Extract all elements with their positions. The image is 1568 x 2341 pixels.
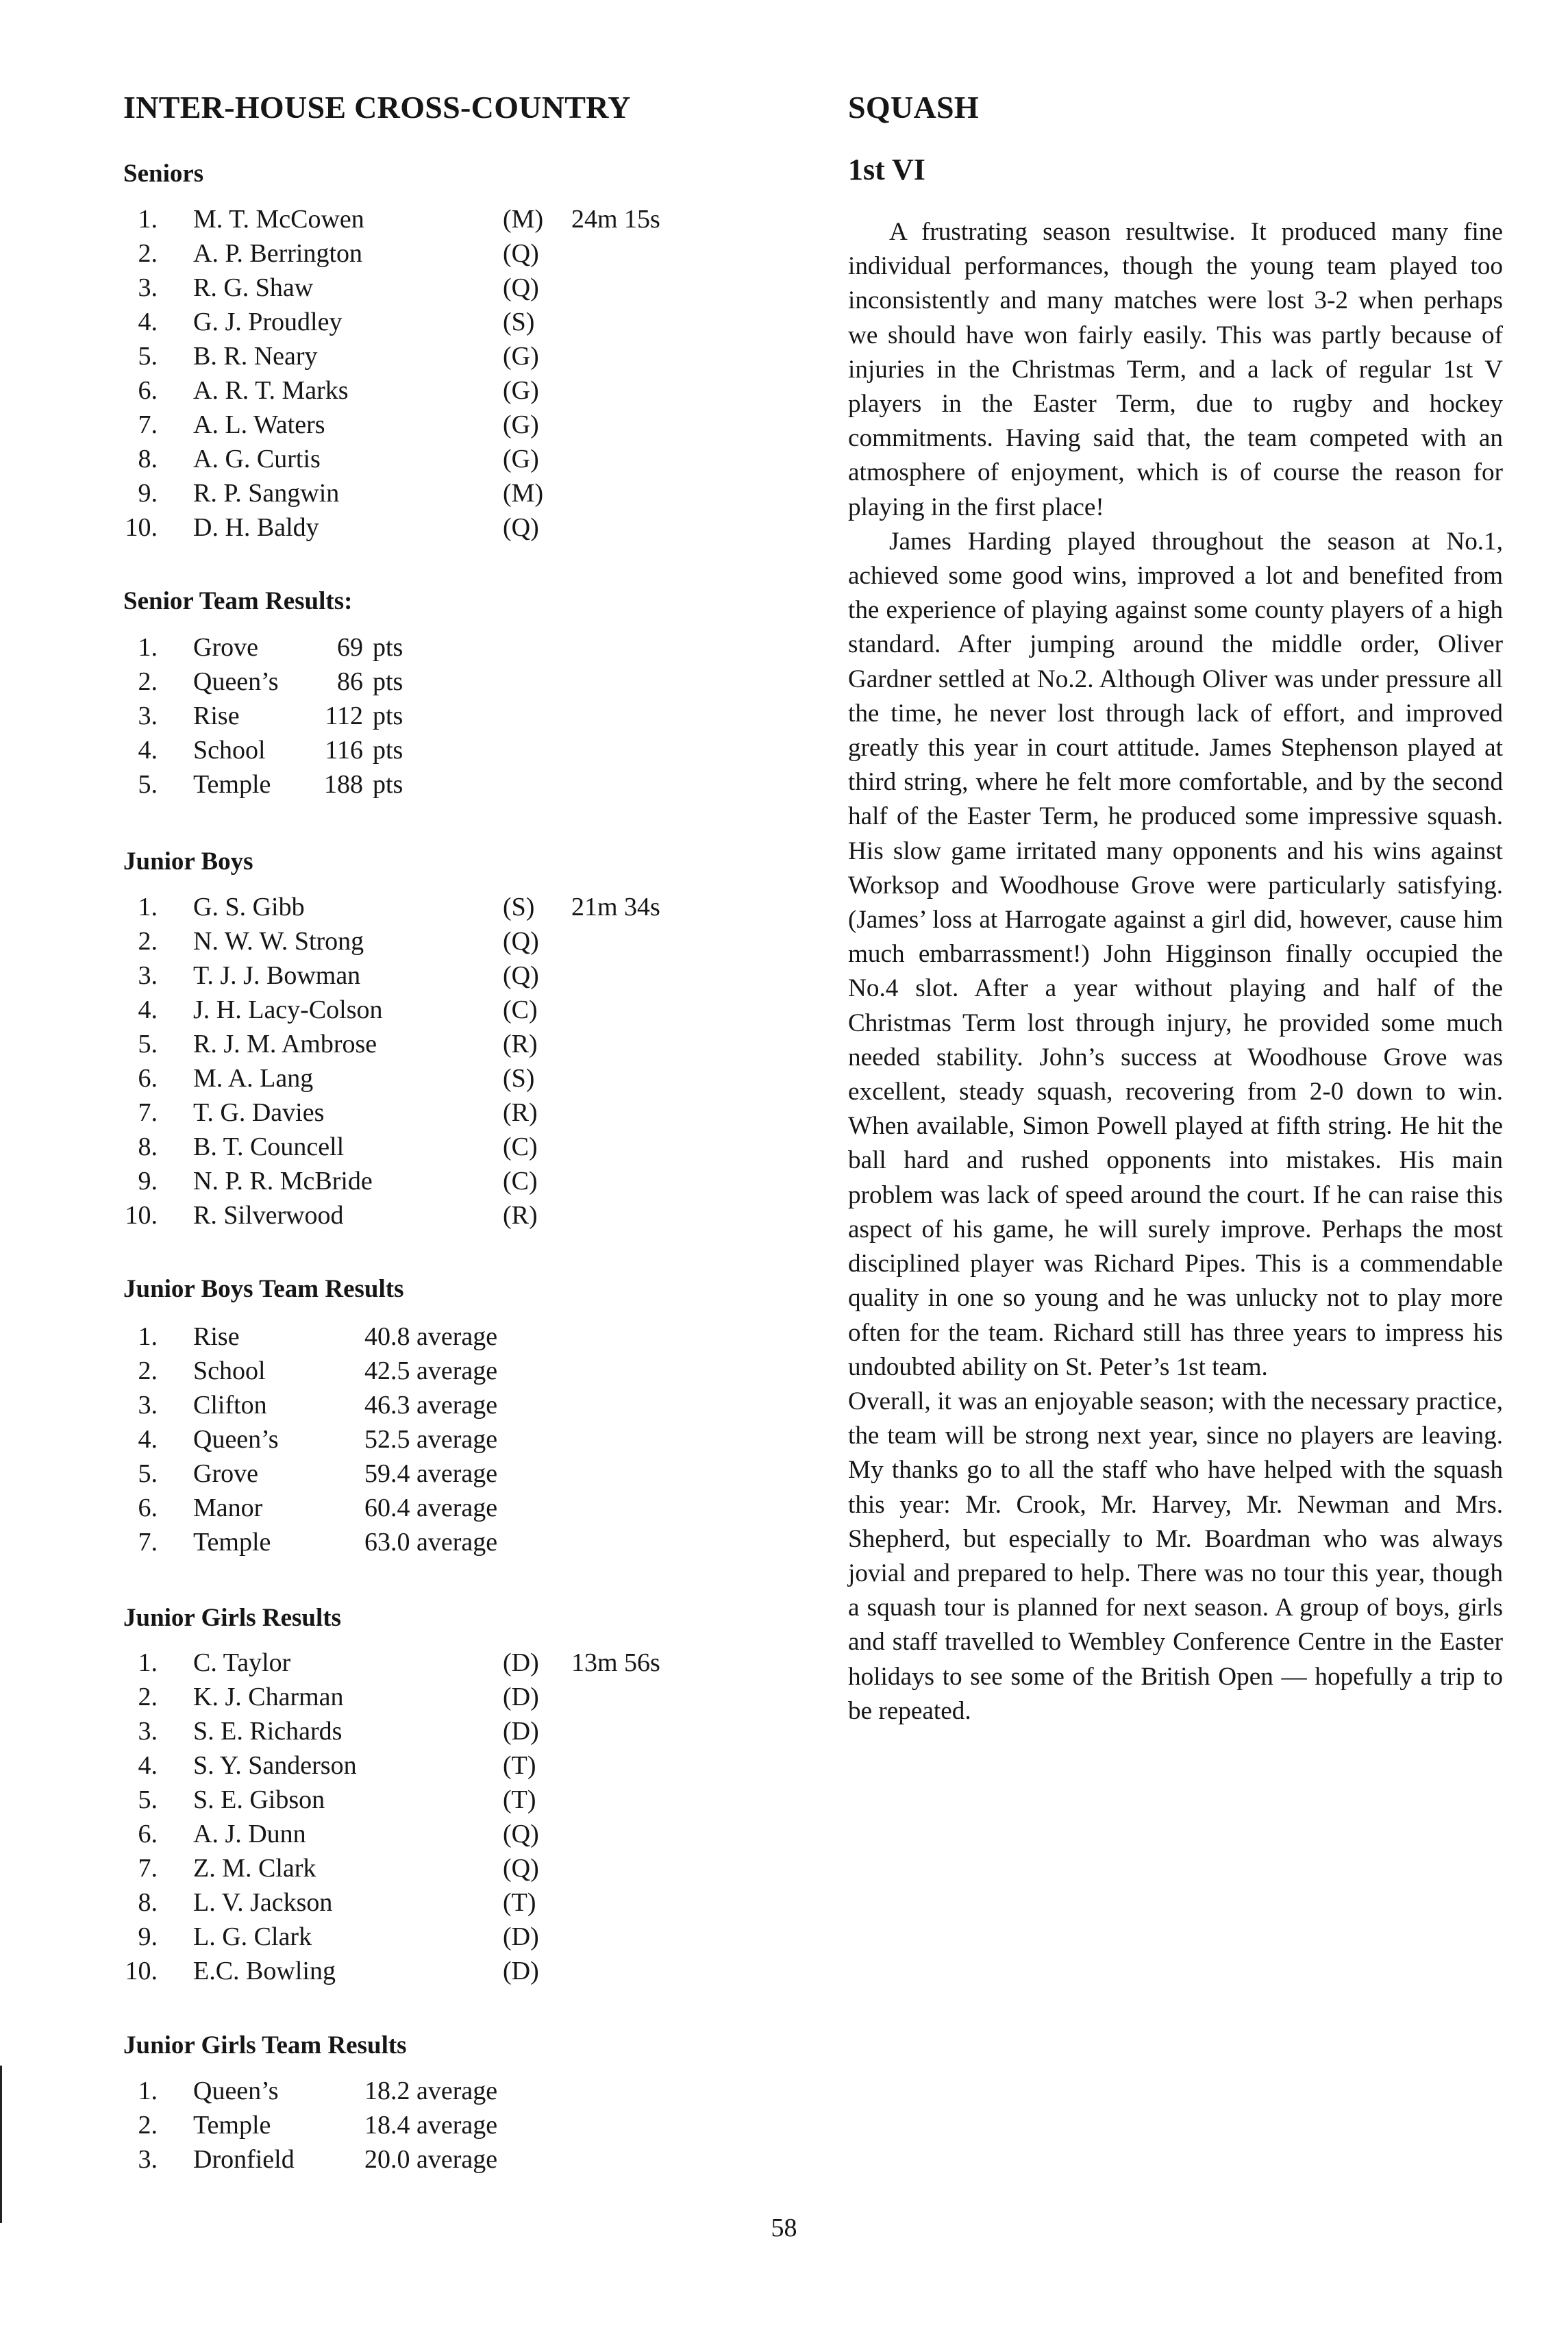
result-row	[122, 1164, 738, 1198]
position-number: 1.	[138, 1648, 158, 1677]
result-row	[122, 733, 738, 767]
house-code: (Q)	[503, 1820, 539, 1848]
house-code: (Q)	[503, 239, 539, 268]
average-score: 20.0 average	[364, 2145, 498, 2174]
result-row	[122, 890, 738, 924]
runner-name: T. J. J. Bowman	[193, 961, 361, 990]
position-number: 4.	[138, 308, 158, 336]
result-row	[122, 1095, 738, 1130]
result-row	[122, 1422, 738, 1457]
result-row	[122, 1457, 738, 1491]
points-value: 116	[325, 736, 363, 765]
seniors-heading: Seniors	[123, 160, 204, 188]
result-row	[122, 993, 738, 1027]
house-code: (G)	[503, 376, 539, 405]
house-code: (D)	[503, 1957, 539, 1985]
result-row	[122, 1851, 738, 1885]
position-number: 5.	[138, 342, 158, 371]
house-code: (T)	[503, 1888, 536, 1917]
house-code: (S)	[503, 893, 535, 921]
runner-name: S. E. Richards	[193, 1717, 343, 1746]
position-number: 3.	[138, 961, 158, 990]
house-code: (T)	[503, 1785, 536, 1814]
junior-boys-list	[122, 890, 738, 1233]
position-number: 5.	[138, 1785, 158, 1814]
house-code: (G)	[503, 342, 539, 371]
result-row	[122, 699, 738, 733]
points-value: 112	[325, 702, 363, 730]
result-row	[122, 2142, 738, 2177]
position-number: 3.	[138, 702, 158, 730]
page-number: 58	[771, 2214, 797, 2242]
house-code: (C)	[503, 1132, 538, 1161]
junior-boys-team-heading: Junior Boys Team Results	[123, 1275, 404, 1303]
result-row	[122, 767, 738, 802]
house-code: (D)	[503, 1648, 539, 1677]
position-number: 4.	[138, 1751, 158, 1780]
position-number: 8.	[138, 445, 158, 473]
house-code: (Q)	[503, 1854, 539, 1883]
points-value: 86	[337, 667, 363, 696]
result-row	[122, 1783, 738, 1817]
position-number: 6.	[138, 376, 158, 405]
position-number: 7.	[138, 1854, 158, 1883]
result-row	[122, 1885, 738, 1920]
house-code: (C)	[503, 995, 538, 1024]
position-number: 1.	[138, 1322, 158, 1351]
position-number: 5.	[138, 1030, 158, 1058]
house-code: (Q)	[503, 961, 539, 990]
junior-girls-heading: Junior Girls Results	[123, 1604, 341, 1632]
position-number: 2.	[138, 2111, 158, 2140]
runner-name: J. H. Lacy-Colson	[193, 995, 383, 1024]
average-score: 59.4 average	[364, 1459, 498, 1488]
squash-title: SQUASH	[848, 90, 979, 125]
scan-edge-line	[0, 2066, 2, 2223]
result-row	[122, 1061, 738, 1095]
junior-girls-list	[122, 1646, 738, 1988]
house-code: (M)	[503, 479, 544, 508]
result-row	[122, 924, 738, 958]
house-code: (C)	[503, 1167, 538, 1196]
average-score: 18.2 average	[364, 2077, 498, 2105]
position-number: 3.	[138, 2145, 158, 2174]
house-code: (D)	[503, 1683, 539, 1711]
result-row	[122, 1198, 738, 1233]
house-name: School	[193, 1357, 266, 1385]
house-code: (G)	[503, 445, 539, 473]
runner-name: M. T. McCowen	[193, 205, 364, 234]
result-row	[122, 305, 738, 339]
result-row	[122, 1491, 738, 1525]
runner-name: L. G. Clark	[193, 1922, 312, 1951]
position-number: 2.	[138, 927, 158, 956]
result-row	[122, 476, 738, 510]
position-number: 9.	[138, 1167, 158, 1196]
runner-name: R. G. Shaw	[193, 273, 314, 302]
house-name: Queen’s	[193, 667, 279, 696]
position-number: 9.	[138, 479, 158, 508]
runner-name: S. Y. Sanderson	[193, 1751, 357, 1780]
position-number: 9.	[138, 1922, 158, 1951]
house-code: (D)	[503, 1717, 539, 1746]
squash-section-heading: 1st VI	[848, 153, 925, 186]
house-name: School	[193, 736, 266, 765]
result-row	[122, 510, 738, 545]
position-number: 6.	[138, 1064, 158, 1093]
points-unit: pts	[373, 667, 403, 696]
house-code: (G)	[503, 410, 539, 439]
result-row	[122, 1714, 738, 1748]
house-code: (R)	[503, 1030, 538, 1058]
senior-team-heading: Senior Team Results:	[123, 587, 353, 615]
result-row	[122, 1954, 738, 1988]
average-score: 46.3 average	[364, 1391, 498, 1420]
house-name: Temple	[193, 770, 271, 799]
result-row	[122, 1320, 738, 1354]
runner-name: N. W. W. Strong	[193, 927, 364, 956]
result-row	[122, 665, 738, 699]
squash-paragraph: Overall, it was an enjoyable season; with the necessary practice, the team will be strong next year, since no players are leaving. My thanks go to all the staff who have helped with the squash this year: Mr. Crook, Mr. Harvey, Mr. Newman and Mrs. Shepherd, but especially to Mr. Boardman who was always jovial and prepared to help. There was no tour this year, though a squash tour is planned for next season. A group of boys, girls and staff travelled to Wembley Conference Centre in the Easter holidays to see some of the British Open — hopefully a trip to be repeated.	[848, 1387, 1503, 1725]
runner-name: L. V. Jackson	[193, 1888, 333, 1917]
points-value: 69	[337, 633, 363, 662]
position-number: 1.	[138, 893, 158, 921]
runner-name: B. R. Neary	[193, 342, 318, 371]
junior-girls-team-list	[122, 2074, 738, 2177]
average-score: 40.8 average	[364, 1322, 498, 1351]
junior-girls-team-heading: Junior Girls Team Results	[123, 2031, 407, 2059]
result-row	[122, 373, 738, 408]
house-code: (Q)	[503, 927, 539, 956]
average-score: 52.5 average	[364, 1425, 498, 1454]
points-unit: pts	[373, 702, 403, 730]
runner-name: A. J. Dunn	[193, 1820, 306, 1848]
position-number: 3.	[138, 1391, 158, 1420]
result-row	[122, 1354, 738, 1388]
position-number: 10.	[125, 1957, 158, 1985]
position-number: 10.	[125, 1201, 158, 1230]
position-number: 7.	[138, 410, 158, 439]
house-name: Dronfield	[193, 2145, 295, 2174]
house-name: Queen’s	[193, 1425, 279, 1454]
runner-name: K. J. Charman	[193, 1683, 344, 1711]
average-score: 42.5 average	[364, 1357, 498, 1385]
runner-name: A. R. T. Marks	[193, 376, 349, 405]
finish-time: 13m 56s	[571, 1648, 660, 1677]
house-code: (Q)	[503, 513, 539, 542]
result-row	[122, 408, 738, 442]
runner-name: R. Silverwood	[193, 1201, 344, 1230]
runner-name: M. A. Lang	[193, 1064, 314, 1093]
position-number: 2.	[138, 239, 158, 268]
junior-boys-team-list	[122, 1320, 738, 1559]
house-code: (T)	[503, 1751, 536, 1780]
position-number: 5.	[138, 1459, 158, 1488]
result-row	[122, 2074, 738, 2108]
position-number: 3.	[138, 1717, 158, 1746]
house-name: Queen’s	[193, 2077, 279, 2105]
position-number: 4.	[138, 736, 158, 765]
house-code: (R)	[503, 1201, 538, 1230]
runner-name: A. G. Curtis	[193, 445, 321, 473]
result-row	[122, 1525, 738, 1559]
house-name: Temple	[193, 2111, 271, 2140]
points-value: 188	[324, 770, 363, 799]
position-number: 10.	[125, 513, 158, 542]
finish-time: 24m 15s	[571, 205, 660, 234]
position-number: 4.	[138, 995, 158, 1024]
house-code: (R)	[503, 1098, 538, 1127]
result-row	[122, 630, 738, 665]
runner-name: C. Taylor	[193, 1648, 291, 1677]
finish-time: 21m 34s	[571, 893, 660, 921]
house-name: Clifton	[193, 1391, 267, 1420]
runner-name: G. S. Gibb	[193, 893, 305, 921]
result-row	[122, 1646, 738, 1680]
squash-report	[848, 215, 1503, 1729]
result-row	[122, 202, 738, 236]
cross-country-title: INTER-HOUSE CROSS-COUNTRY	[123, 90, 631, 125]
house-code: (M)	[503, 205, 544, 234]
points-unit: pts	[373, 736, 403, 765]
runner-name: R. J. M. Ambrose	[193, 1030, 377, 1058]
position-number: 6.	[138, 1820, 158, 1848]
position-number: 2.	[138, 1357, 158, 1385]
house-name: Grove	[193, 1459, 258, 1488]
result-row	[122, 1817, 738, 1851]
result-row	[122, 442, 738, 476]
house-code: (Q)	[503, 273, 539, 302]
house-name: Rise	[193, 1322, 240, 1351]
runner-name: E.C. Bowling	[193, 1957, 336, 1985]
position-number: 3.	[138, 273, 158, 302]
position-number: 2.	[138, 1683, 158, 1711]
result-row	[122, 958, 738, 993]
runner-name: S. E. Gibson	[193, 1785, 325, 1814]
result-row	[122, 1920, 738, 1954]
runner-name: N. P. R. McBride	[193, 1167, 373, 1196]
result-row	[122, 1748, 738, 1783]
house-code: (S)	[503, 308, 535, 336]
squash-paragraph: A frustrating season resultwise. It produced many fine individual performances, though the young team played too inconsistently and many matches were lost 3-2 when perhaps we should have won fairly easily. This was partly because of injuries in the Christmas Term, and a lack of regular 1st V players in the Easter Term, due to rugby and hockey commitments. Having said that, the team competed with an atmosphere of enjoyment, which is of course the reason for playing in the first place!	[848, 218, 1503, 521]
result-row	[122, 339, 738, 373]
seniors-list	[122, 202, 738, 545]
result-row	[122, 2108, 738, 2142]
house-name: Grove	[193, 633, 258, 662]
position-number: 8.	[138, 1888, 158, 1917]
position-number: 7.	[138, 1528, 158, 1557]
runner-name: Z. M. Clark	[193, 1854, 316, 1883]
points-unit: pts	[373, 770, 403, 799]
position-number: 1.	[138, 205, 158, 234]
position-number: 7.	[138, 1098, 158, 1127]
result-row	[122, 271, 738, 305]
position-number: 8.	[138, 1132, 158, 1161]
position-number: 1.	[138, 2077, 158, 2105]
result-row	[122, 1680, 738, 1714]
runner-name: B. T. Councell	[193, 1132, 345, 1161]
position-number: 6.	[138, 1494, 158, 1522]
house-code: (S)	[503, 1064, 535, 1093]
points-unit: pts	[373, 633, 403, 662]
average-score: 60.4 average	[364, 1494, 498, 1522]
average-score: 18.4 average	[364, 2111, 498, 2140]
house-code: (D)	[503, 1922, 539, 1951]
position-number: 5.	[138, 770, 158, 799]
result-row	[122, 1027, 738, 1061]
runner-name: T. G. Davies	[193, 1098, 325, 1127]
position-number: 4.	[138, 1425, 158, 1454]
runner-name: G. J. Proudley	[193, 308, 343, 336]
position-number: 1.	[138, 633, 158, 662]
squash-paragraph: James Harding played throughout the season at No.1, achieved some good wins, improved a lot and benefited from the experience of playing against some county players of a high standard. After jumping around the middle order, Oliver Gardner settled at No.2. Although Oliver was under pressure all the time, he never lost through lack of effort, and improved greatly this year in court attitude. James Stephenson played at third string, where he felt more comfortable, and by the second half of the Easter Term, he produced some impressive squash. His slow game irritated many opponents and his wins against Worksop and Woodhouse Grove were particularly satisfying. (James’ loss at Harrogate against a girl did, however, cause him much embarrassment!) John Higginson finally occupied the No.4 slot. After a year without playing and half of the Christmas Term lost through injury, he provided some much needed stability. John’s success at Woodhouse Grove was excellent, steady squash, recovering from 2-0 down to win. When available, Simon Powell played at fifth string. He hit the ball hard and rushed opponents into mistakes. His main problem was lack of speed around the court. If he can raise this aspect of his game, he will surely improve. Perhaps the most disciplined player was Richard Pipes. This is a commendable quality in one so young and he was unlucky not to play more often for the team. Richard still has three years to impress his undoubted ability on St. Peter’s 1st team.	[848, 527, 1503, 1381]
result-row	[122, 1388, 738, 1422]
runner-name: A. P. Berrington	[193, 239, 362, 268]
house-name: Temple	[193, 1528, 271, 1557]
result-row	[122, 236, 738, 271]
result-row	[122, 1130, 738, 1164]
runner-name: R. P. Sangwin	[193, 479, 340, 508]
house-name: Rise	[193, 702, 240, 730]
runner-name: A. L. Waters	[193, 410, 325, 439]
position-number: 2.	[138, 667, 158, 696]
house-name: Manor	[193, 1494, 263, 1522]
senior-team-list	[122, 630, 738, 802]
runner-name: D. H. Baldy	[193, 513, 319, 542]
average-score: 63.0 average	[364, 1528, 498, 1557]
junior-boys-heading: Junior Boys	[123, 847, 253, 876]
